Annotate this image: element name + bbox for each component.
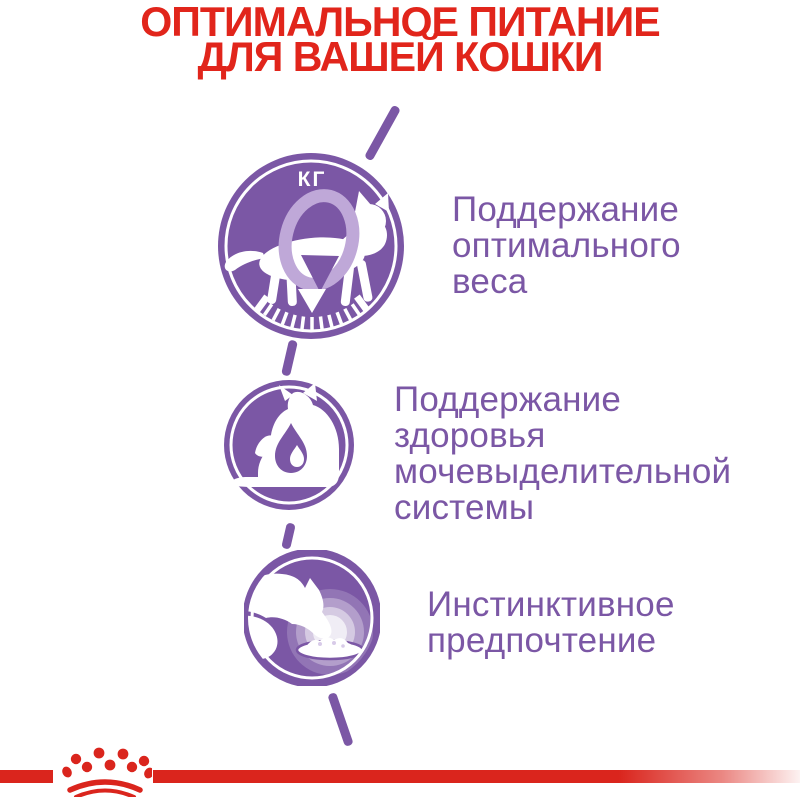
- benefit-line: оптимального: [452, 226, 681, 265]
- footer-stripe-right: [153, 770, 800, 783]
- page-title-line1: ОПТИМАЛЬНОЕ ПИТАНИЕ: [140, 0, 660, 45]
- cat-urinary-drop-icon: [223, 379, 355, 511]
- page-title-line2: ДЛЯ ВАШЕЙ КОШКИ: [197, 33, 603, 80]
- benefit-text-urinary: [394, 382, 731, 526]
- benefit-line: предпочтение: [427, 621, 657, 660]
- dashed-connector-segment-2: [281, 339, 298, 376]
- cat-weight-scale-icon: [217, 152, 405, 340]
- benefit-icon-urinary: [223, 379, 355, 511]
- benefit-text-weight: [452, 192, 681, 300]
- benefit-line: Инстинктивное: [427, 585, 675, 624]
- royal-canin-crown-icon: [58, 746, 152, 797]
- benefit-line: веса: [452, 262, 528, 301]
- page-title: [8, 0, 792, 80]
- benefit-line: системы: [394, 488, 535, 527]
- benefit-text-instinct: [427, 587, 675, 659]
- footer-stripe-left: [0, 770, 53, 783]
- dashed-connector-segment-4: [327, 692, 353, 747]
- benefit-line: здоровья: [394, 416, 546, 455]
- benefit-line: Поддержание: [394, 380, 622, 419]
- crown-svg: [58, 746, 152, 797]
- benefit-line: Поддержание: [452, 190, 680, 229]
- kg-badge: КГ: [297, 168, 327, 191]
- cat-eating-bowl-icon: [244, 550, 380, 686]
- benefit-icon-weight: [217, 152, 405, 340]
- benefit-line: мочевыделительной: [394, 452, 732, 491]
- dashed-connector-segment-3: [281, 522, 296, 549]
- benefit-icon-instinct: [244, 550, 380, 686]
